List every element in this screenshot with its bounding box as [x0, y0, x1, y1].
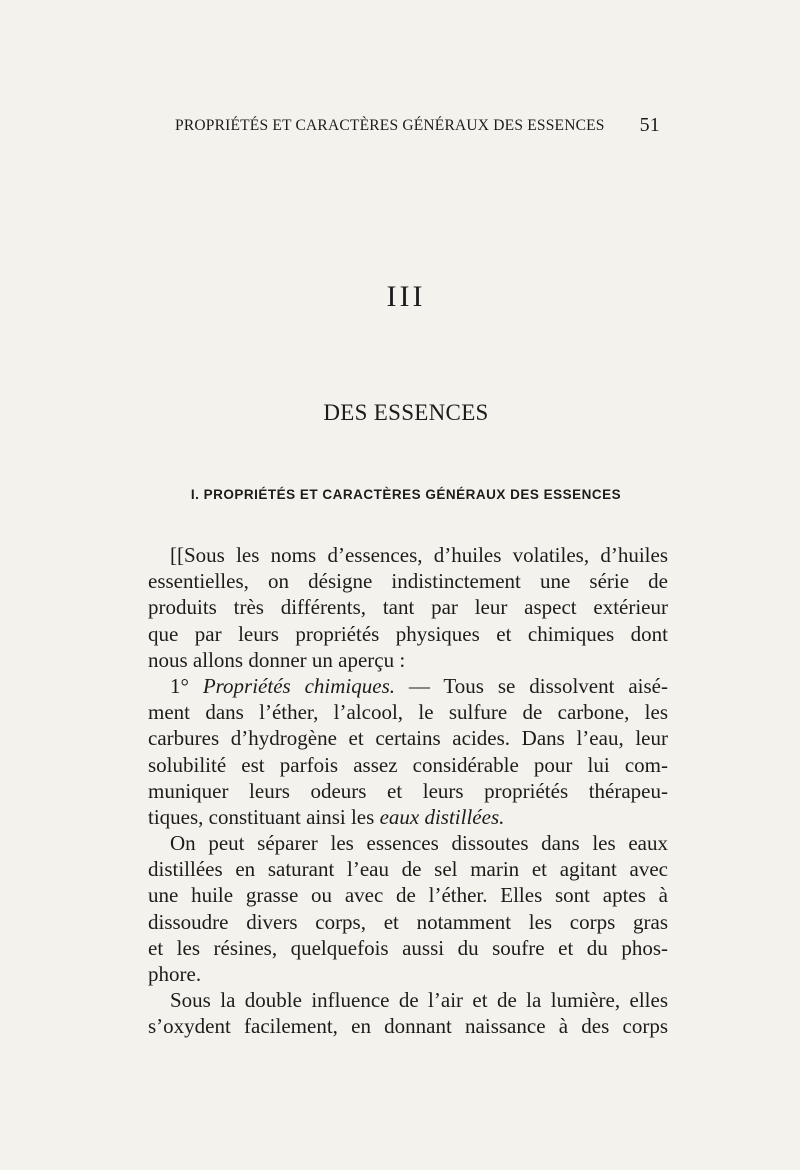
text-line: [148, 804, 668, 830]
running-head: [175, 114, 660, 136]
list-number: 1°: [170, 673, 189, 698]
subsection-heading: Propriétés chimiques.: [202, 673, 395, 698]
text-line: que par leurs propriétés physiques et chimiques dont: [148, 621, 668, 646]
emphasis-term: eaux distillées.: [379, 804, 505, 829]
text-line: solubilité est parfois assez considérable pour lui com-: [148, 752, 668, 777]
text-line: s’oxydent facilement, en donnant naissance à des corps: [148, 1014, 668, 1039]
page-number: 51: [639, 114, 660, 136]
text-line: essentielles, on désigne indistinctement une série de: [148, 569, 668, 594]
running-head-title: PROPRIÉTÉS ET CARACTÈRES GÉNÉRAUX DES ESSENCES: [175, 117, 605, 134]
text-line: dissoudre divers corps, et notamment les corps gras: [148, 909, 668, 934]
text-line: nous allons donner un aperçu :: [148, 647, 406, 672]
text-line: carbures d’hydrogène et certains acides. Dans l’eau, leur: [148, 726, 668, 751]
part-title: DES ESSENCES: [323, 400, 489, 425]
text-fragment: — Tous se dissolvent aisé-: [408, 673, 668, 698]
text-line: phore.: [148, 962, 202, 986]
text-line: [[Sous les noms d’essences, d’huiles volatiles, d’huiles: [170, 543, 668, 567]
text-line: muniquer leurs odeurs et leurs propriétés thérapeu-: [148, 778, 668, 803]
body-text: [148, 542, 668, 1040]
text-line: [148, 673, 668, 699]
text-line: On peut séparer les essences dissoutes dans les eaux: [170, 831, 668, 856]
text-line: Sous la double influence de l’air et de la lumière, elles: [170, 988, 668, 1013]
section-title: I. PROPRIÉTÉS ET CARACTÈRES GÉNÉRAUX DES ESSENCES: [190, 487, 622, 502]
text-line: une huile grasse ou avec de l’éther. Elles sont aptes à: [148, 883, 668, 908]
text-line: et les résines, quelquefois aussi du soufre et du phos-: [148, 935, 668, 960]
text-line: ment dans l’éther, l’alcool, le sulfure de carbone, les: [148, 700, 668, 725]
text-line: distillées en saturant l’eau de sel marin et agitant avec: [148, 857, 668, 882]
part-number: III: [386, 280, 426, 313]
text-line: produits très différents, tant par leur aspect extérieur: [148, 595, 668, 620]
text-fragment: tiques, constituant ainsi les: [148, 804, 375, 829]
